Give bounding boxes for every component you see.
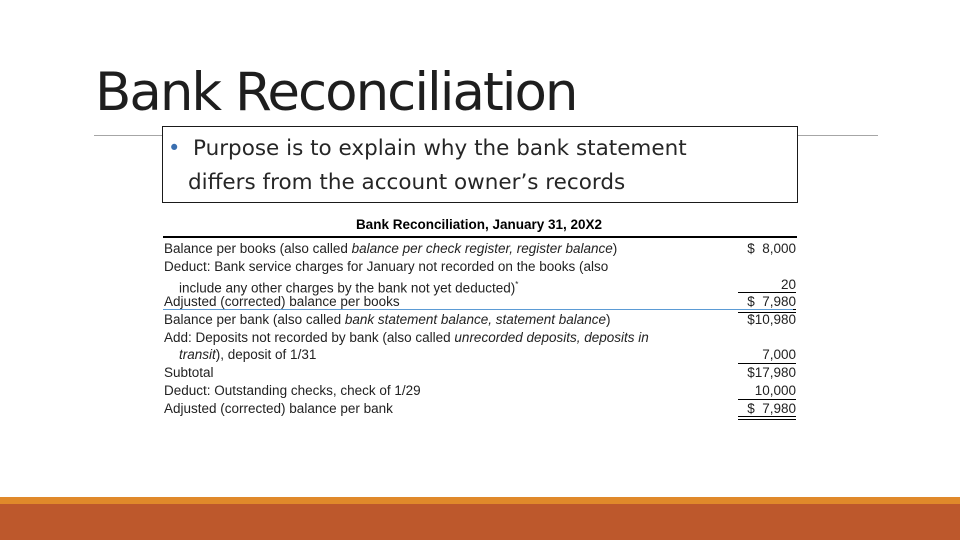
table-row [164, 258, 798, 275]
row-label: Balance per books (also called balance per check register, register balance) [164, 241, 618, 256]
row-label: Deduct: Outstanding checks, check of 1/29 [164, 383, 421, 398]
amount-double-underline [738, 416, 796, 420]
footer-accent-stripe [0, 497, 960, 504]
row-label: Add: Deposits not recorded by bank (also called unrecorded deposits, deposits in [164, 330, 649, 345]
table-row [164, 346, 798, 363]
table-row [164, 364, 798, 381]
row-label: include any other charges by the bank not yet deducted)* [179, 280, 519, 296]
table-row [164, 382, 798, 399]
table-row [164, 240, 798, 257]
row-amount: $ 7,980 [747, 294, 796, 309]
row-amount: 10,000 [754, 383, 796, 398]
footnote-marker: * [515, 280, 519, 289]
slide-title: Bank Reconciliation [95, 62, 577, 123]
table-row [164, 276, 798, 296]
bullet-marker: • [168, 136, 181, 160]
row-label: Balance per bank (also called bank statement balance, statement balance) [164, 312, 611, 327]
row-label: Subtotal [164, 365, 214, 380]
reconciliation-title [0, 217, 960, 232]
row-amount: 7,000 [762, 347, 796, 362]
table-row [164, 293, 798, 310]
table-row [164, 329, 798, 346]
reconciliation-title-text: Bank Reconciliation, January 31, 20X2 [355, 217, 603, 232]
table-row [164, 400, 798, 417]
reconciliation-header-rule [163, 236, 797, 238]
bullet-text-line-1: Purpose is to explain why the bank statement [193, 136, 687, 161]
highlight-rule [163, 309, 793, 310]
row-amount: $ 7,980 [747, 401, 796, 416]
row-amount: $10,980 [747, 312, 796, 327]
row-label: Adjusted (corrected) balance per bank [164, 401, 393, 416]
row-label: Adjusted (corrected) balance per books [164, 294, 400, 309]
bullet-text-line-2: differs from the account owner’s records [188, 170, 626, 195]
row-label: Deduct: Bank service charges for January not recorded on the books (also [164, 259, 609, 274]
row-amount: 20 [780, 277, 796, 292]
row-label: transit), deposit of 1/31 [179, 347, 317, 362]
row-amount: $17,980 [747, 365, 796, 380]
table-row [164, 311, 798, 328]
footer-band [0, 504, 960, 540]
row-amount: $ 8,000 [747, 241, 796, 256]
